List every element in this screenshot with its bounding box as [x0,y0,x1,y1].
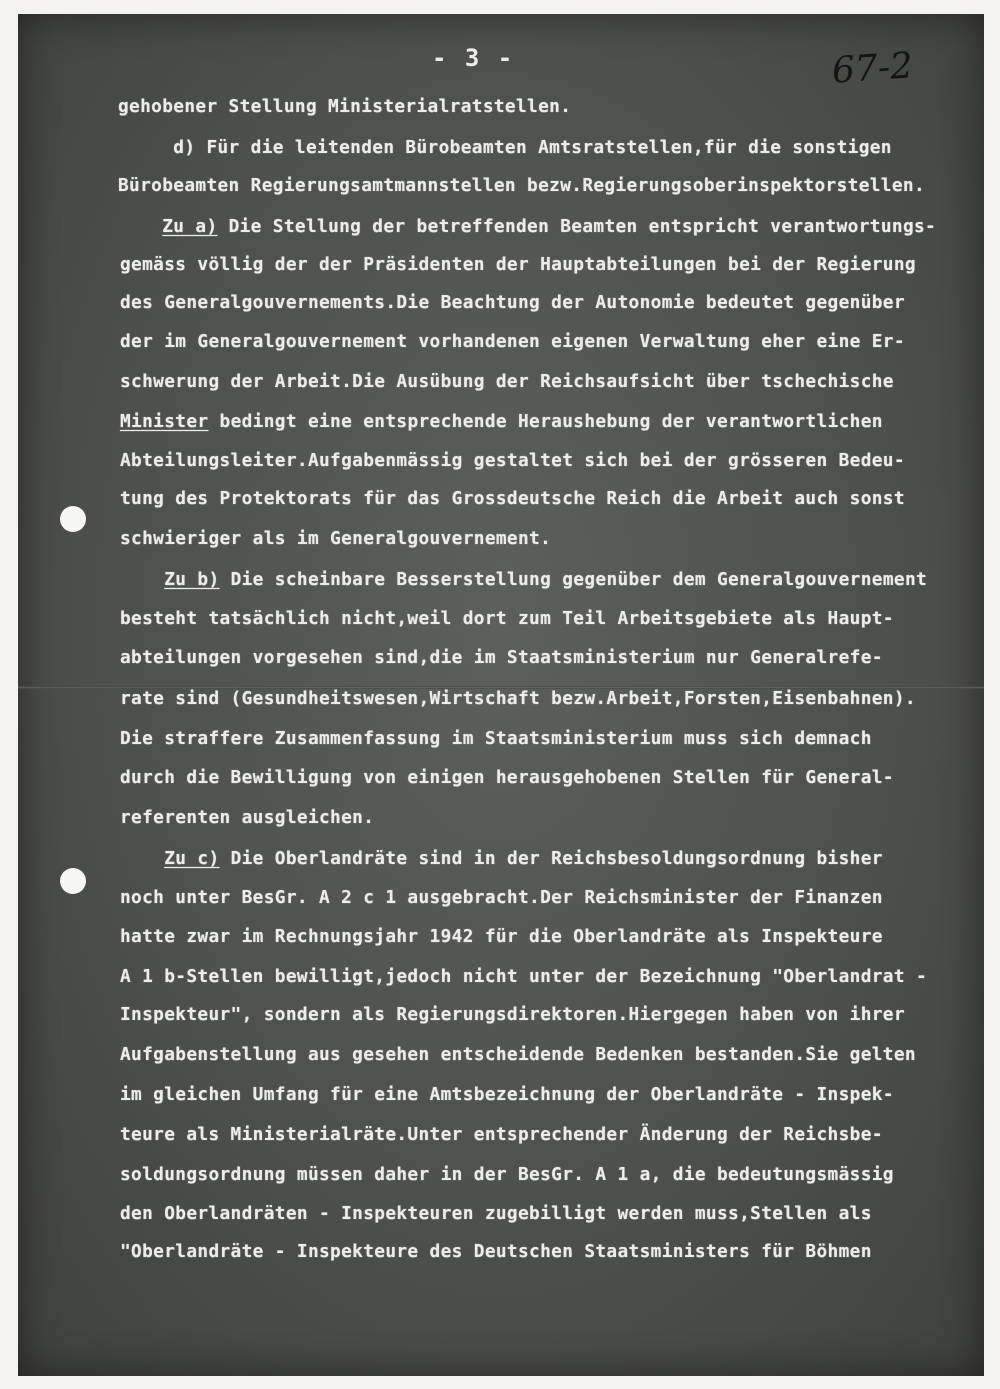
text-line [120,1004,905,1025]
text-line [120,807,374,828]
text-line [120,608,894,629]
text-line [120,1241,872,1262]
line-text [118,216,162,237]
text-line [120,254,916,275]
text-line [118,137,892,158]
punch-hole-bottom [60,868,86,894]
text-line [120,331,905,352]
underlined-heading: Minister [120,411,209,432]
line-text: Abteilungsleiter.Aufgabenmässig gestaltet sich bei der grösseren Bedeu- [120,450,905,471]
text-line [120,569,927,590]
text-line [120,688,916,709]
text-line [120,848,883,869]
line-text: besteht tatsächlich nicht,weil dort zum Teil Arbeitsgebiete als Haupt- [120,608,894,629]
line-text: tung des Protektorats für das Grossdeutsche Reich die Arbeit auch sonst [120,488,905,509]
text-line [120,926,883,947]
text-line [118,216,936,237]
page-number: - 3 - [432,44,515,72]
line-text: schwerung der Arbeit.Die Ausübung der Reichsaufsicht über tschechische [120,371,894,392]
text-line [120,647,883,668]
line-text: Die straffere Zusammenfassung im Staatsministerium muss sich demnach [120,728,872,749]
underlined-heading: Zu c) [164,848,220,869]
text-line [120,966,927,987]
line-text: den Oberlandräten - Inspekteuren zugebilligt werden muss,Stellen als [120,1203,872,1224]
line-text [120,848,164,869]
line-text: der im Generalgouvernement vorhandenen eigenen Verwaltung eher eine Er- [120,331,905,352]
line-text: Aufgabenstellung aus gesehen entscheidende Bedenken bestanden.Sie gelten [120,1044,916,1065]
line-text: A 1 b-Stellen bewilligt,jedoch nicht unter der Bezeichnung "Oberlandrat - [120,966,928,987]
text-line [120,1044,916,1065]
line-text: "Oberlandräte - Inspekteure des Deutschen Staatsministers für Böhmen [120,1241,872,1262]
line-text: gemäss völlig der der Präsidenten der Hauptabteilungen bei der Regierung [120,254,916,275]
text-line [118,175,925,196]
text-line [120,411,883,432]
text-line [118,96,571,117]
line-text: referenten ausgleichen. [120,807,375,828]
text-line [120,450,905,471]
text-line [120,292,905,313]
handwritten-folio-note: 67-2 [830,45,915,92]
text-line [120,1124,883,1145]
line-text: Die scheinbare Besserstellung gegenüber dem Generalgouvernement [219,569,928,590]
text-line [120,728,872,749]
line-text: abteilungen vorgesehen sind,die im Staatsministerium nur Generalrefe- [120,647,883,668]
line-text: rate sind (Gesundheitswesen,Wirtschaft bezw.Arbeit,Forsten,Eisenbahnen). [120,688,916,709]
text-line [120,887,883,908]
text-line [120,1164,894,1185]
line-text: d) Für die leitenden Bürobeamten Amtsratstellen,für die sonstigen [118,137,892,158]
text-line [120,1203,872,1224]
underlined-heading: Zu a) [162,216,218,237]
line-text: Bürobeamten Regierungsamtmannstellen bezw.Regierungsoberinspektorstellen. [118,175,926,196]
line-text: teure als Ministerialräte.Unter entsprechender Änderung der Reichsbe- [120,1124,883,1145]
line-text: Die Oberlandräte sind in der Reichsbesoldungsordnung bisher [219,848,883,869]
line-text: noch unter BesGr. A 2 c 1 ausgebracht.Der Reichsminister der Finanzen [120,887,883,908]
line-text: bedingt eine entsprechende Heraushebung der verantwortlichen [208,411,883,432]
line-text: Inspekteur", sondern als Regierungsdirektoren.Hiergegen haben von ihrer [120,1004,905,1025]
line-text: des Generalgouvernements.Die Beachtung der Autonomie bedeutet gegenüber [120,292,905,313]
line-text: durch die Bewilligung von einigen herausgehobenen Stellen für General- [120,767,894,788]
punch-hole-top [60,506,86,532]
line-text: hatte zwar im Rechnungsjahr 1942 für die Oberlandräte als Inspekteure [120,926,883,947]
line-text: im gleichen Umfang für eine Amtsbezeichnung der Oberlandräte - Inspek- [120,1084,894,1105]
text-line [120,488,905,509]
line-text: gehobener Stellung Ministerialratstellen. [118,96,572,117]
line-text: soldungsordnung müssen daher in der BesGr. A 1 a, die bedeutungsmässig [120,1164,894,1185]
underlined-heading: Zu b) [164,569,220,590]
text-line [120,371,894,392]
text-line [120,767,894,788]
text-line [120,1084,894,1105]
line-text [120,569,164,590]
line-text: schwieriger als im Generalgouvernement. [120,528,552,549]
text-line [120,528,551,549]
line-text: Die Stellung der betreffenden Beamten entspricht verantwortungs- [217,216,937,237]
